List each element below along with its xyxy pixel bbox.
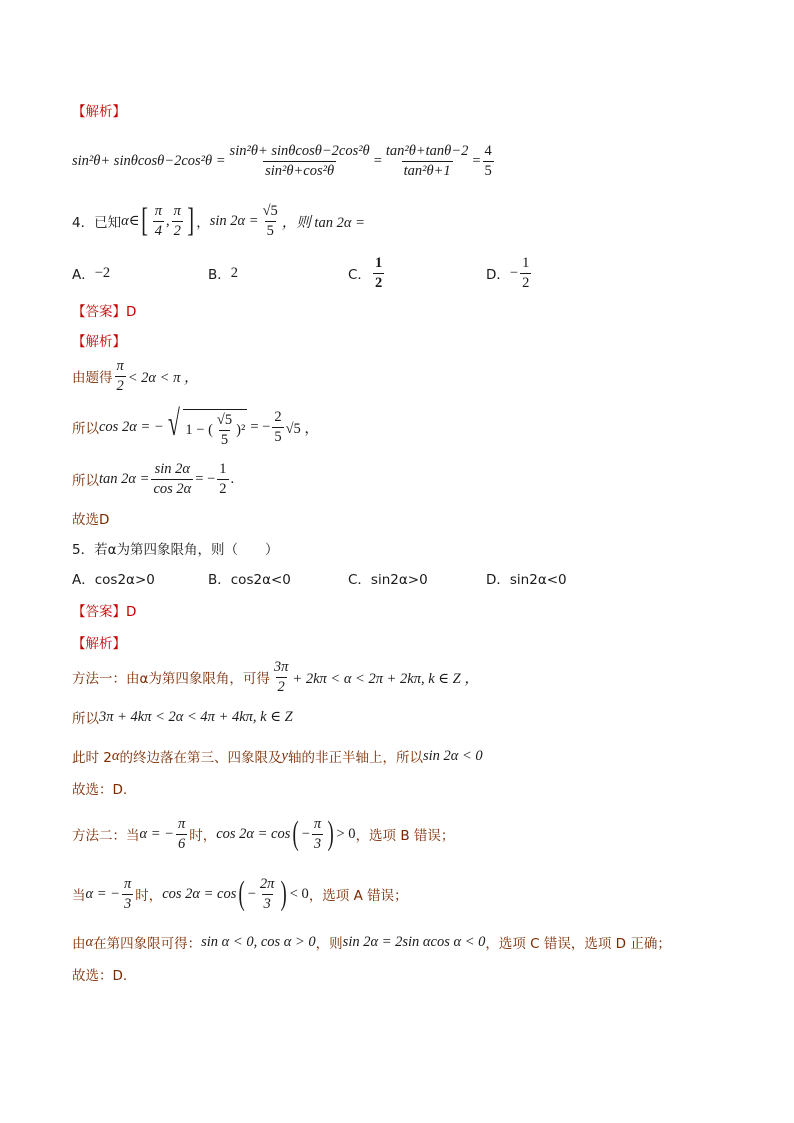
- q4-step2-res-den: 5: [274, 428, 282, 445]
- q5-answer: [72, 600, 136, 620]
- right-paren: ): [327, 815, 334, 852]
- method-2-conclusion: [72, 964, 127, 984]
- m1-line3-alpha: α: [111, 747, 120, 764]
- q4-step2-tail: √5 ，: [285, 420, 319, 437]
- q4-interval-b-den: 2: [173, 222, 181, 239]
- q4-step2-res-num: 2: [274, 408, 282, 425]
- q4-cond: sin 2α =: [209, 212, 259, 229]
- option-d-den: 2: [522, 274, 530, 291]
- q4-option-b[interactable]: [208, 262, 238, 284]
- equals-sign: =: [472, 152, 481, 169]
- eq1-lhs: sin²θ+ sinθcosθ−2cos²θ =: [72, 152, 226, 169]
- method-2-line-1: [72, 812, 454, 856]
- q4-conclusion-text: 故选D: [72, 512, 110, 528]
- q4-analysis-heading: [72, 330, 126, 350]
- q4-step3-num: sin 2α: [154, 460, 191, 477]
- m3-in-num: 2π: [259, 875, 275, 892]
- analysis-heading-text: 【解析】: [72, 104, 126, 120]
- option-label: C．: [348, 267, 371, 283]
- q4-step1-prefix: 由题得: [72, 370, 113, 386]
- equation-1: [72, 140, 496, 182]
- q4-option-a[interactable]: [72, 262, 110, 284]
- equals-sign: =: [373, 152, 382, 169]
- m1-prefix: 方法一：由α为第四象限角，可得: [72, 671, 270, 687]
- q4-step3-res-num: 1: [219, 460, 227, 477]
- analysis-heading-1: [72, 100, 126, 120]
- m3-when: 时，: [135, 888, 163, 904]
- q4-step3-res: [217, 461, 228, 497]
- eq1-frac2: [384, 143, 470, 179]
- q5-option-d[interactable]: [486, 568, 567, 588]
- q4-step3-tail: .: [230, 470, 235, 487]
- option-text: A．cos2α>0: [72, 572, 155, 588]
- q4-step3-den: cos 2α: [153, 480, 192, 497]
- m3-lhs: α = −: [85, 885, 120, 902]
- method-1-line-2: [72, 707, 293, 727]
- eq1-frac2-num: tan²θ+tanθ−2: [385, 142, 469, 159]
- m3-cmp: < 0: [289, 885, 309, 902]
- q4-step3-eq: = −: [195, 470, 216, 487]
- m4-e: sin 2α = 2sin αcos α < 0: [342, 933, 486, 950]
- m4-c: sin α < 0, cos α > 0: [201, 933, 316, 950]
- q4-cond-frac: [261, 203, 280, 239]
- option-c-frac: [373, 255, 384, 291]
- q4-step3-lhs: tan 2α =: [99, 470, 150, 487]
- eq1-result: [483, 143, 494, 179]
- m1-line3-b: 的终边落在第三、四象限及: [119, 750, 282, 766]
- q4-interval-a-num: π: [154, 202, 163, 219]
- q5-analysis-text: 【解析】: [72, 636, 126, 652]
- method-2-line-2: [72, 872, 408, 916]
- q4-step2-res: [272, 409, 283, 445]
- option-label: B．: [208, 267, 231, 283]
- m4-b: 在第四象限可得：: [93, 936, 202, 952]
- option-text: D．sin2α<0: [486, 572, 567, 588]
- eq1-res-num: 4: [484, 142, 492, 159]
- radical-sign: √: [167, 403, 180, 444]
- m1-num: 3π: [273, 658, 289, 675]
- q4-ask: ，则 tan 2α =: [281, 214, 365, 231]
- m3-expr: cos 2α = cos: [162, 885, 237, 902]
- q4-step1-den: 2: [116, 377, 124, 394]
- m1-line3-a: 此时 2: [72, 750, 112, 766]
- q5-option-a[interactable]: [72, 568, 155, 588]
- comma: ,: [166, 212, 170, 229]
- q4-step1-num: π: [116, 357, 124, 374]
- m2-in-den: 3: [313, 835, 322, 852]
- m4-conclusion-text: 故选：D.: [72, 968, 128, 984]
- m1-conclusion-text: 故选：D.: [72, 782, 128, 798]
- q4-analysis-text: 【解析】: [72, 334, 126, 350]
- left-bracket: [: [141, 202, 149, 239]
- q4-number: 4．已知: [72, 215, 122, 231]
- q4-step2-inner-b: )²: [236, 422, 246, 438]
- q4-step2-inner-num: √5: [216, 412, 233, 429]
- q4-cond-den: 5: [266, 222, 274, 239]
- m2-frac: [176, 816, 187, 852]
- option-value: −2: [94, 264, 111, 281]
- q4-step-2: [72, 404, 319, 450]
- method-1-line-1: [72, 656, 479, 698]
- m2-lhs: α = −: [139, 825, 174, 842]
- right-paren: ): [280, 875, 288, 912]
- left-paren: (: [292, 815, 300, 852]
- q4-step3-frac: [151, 461, 193, 497]
- q4-step2-inner-den: 5: [220, 432, 229, 448]
- m3-tail: ，选项 A 错误；: [308, 888, 408, 904]
- q4-interval-b-num: π: [173, 202, 181, 219]
- q4-step2-inner-a: 1 − (: [185, 422, 213, 438]
- m3-frac: [122, 876, 133, 912]
- alpha-symbol: α∈: [121, 212, 140, 229]
- q4-step2-lhs: cos 2α = −: [99, 418, 164, 435]
- q5-option-c[interactable]: [348, 568, 428, 588]
- right-bracket: ]: [187, 202, 194, 239]
- q4-step1-frac: [115, 358, 126, 394]
- q4-answer-text: 【答案】D: [72, 304, 137, 320]
- comma: ，: [196, 215, 210, 231]
- left-paren: (: [238, 875, 246, 912]
- q4-step1-rest: < 2α < π ，: [127, 369, 199, 386]
- option-label: A．: [72, 267, 95, 283]
- q5-option-b[interactable]: [208, 568, 291, 588]
- m3-den: 3: [123, 895, 132, 912]
- option-d-sign: −: [509, 264, 519, 281]
- m4-alpha: α: [85, 933, 94, 950]
- m3-in-frac: [258, 876, 277, 912]
- option-c-num: 1: [374, 254, 383, 271]
- m2-den: 6: [177, 835, 186, 852]
- option-label: D．: [486, 267, 510, 283]
- m4-f: ，选项 C 错误，选项 D 正确；: [485, 936, 671, 952]
- m1-line3-y: y: [281, 747, 288, 764]
- m4-a: 由: [72, 936, 86, 952]
- m3-num: π: [123, 875, 132, 892]
- option-d-frac: [520, 255, 531, 291]
- m3-in-den: 3: [263, 895, 271, 912]
- question-5: [72, 538, 279, 558]
- m3-in-sign: −: [247, 885, 256, 902]
- q4-step3-prefix: 所以: [72, 473, 99, 489]
- sqrt-symbol: [164, 405, 248, 448]
- eq1-res-den: 5: [484, 162, 492, 179]
- option-text: B．cos2α<0: [208, 572, 291, 588]
- m1-line2-expr: 3π + 4kπ < 2α < 4π + 4kπ, k ∈ Z: [99, 708, 293, 725]
- q4-cond-num: √5: [262, 202, 278, 219]
- q4-step-1: [72, 356, 198, 396]
- q4-step2-prefix: 所以: [72, 421, 99, 437]
- method-2-line-3: [72, 932, 671, 952]
- radicand: [183, 409, 247, 448]
- m2-cmp: > 0: [336, 825, 356, 842]
- q4-step3-res-den: 2: [219, 480, 227, 497]
- m2-num: π: [177, 815, 186, 832]
- m4-d: ，则: [315, 936, 343, 952]
- option-value: 2: [230, 264, 239, 281]
- question-4: [72, 198, 365, 244]
- m1-rest: + 2kπ < α < 2π + 2kπ, k ∈ Z ，: [292, 670, 479, 687]
- m2-in-num: π: [313, 815, 322, 832]
- m2-expr: cos 2α = cos: [216, 825, 291, 842]
- m2-in-frac: [312, 816, 323, 852]
- q4-conclusion: [72, 508, 109, 528]
- eq1-frac2-den: tan²θ+1: [403, 162, 451, 179]
- option-text: C．sin2α>0: [348, 572, 428, 588]
- option-c-den: 2: [374, 274, 383, 291]
- m2-prefix: 方法二：当: [72, 828, 140, 844]
- q4-interval-a-den: 4: [154, 222, 163, 239]
- method-1-conclusion: [72, 778, 127, 798]
- q4-interval-b: [172, 203, 183, 239]
- q4-answer: [72, 300, 136, 320]
- m1-frac: [272, 659, 291, 695]
- m2-tail: ，选项 B 错误；: [355, 828, 455, 844]
- q5-answer-text: 【答案】D: [72, 604, 137, 620]
- q4-option-d[interactable]: [486, 254, 533, 292]
- q4-step2-inner-frac: [215, 412, 234, 448]
- m2-in-sign: −: [301, 825, 310, 842]
- q4-interval-a: [153, 203, 164, 239]
- m1-den: 2: [277, 678, 285, 695]
- q4-option-c[interactable]: [348, 254, 386, 292]
- eq1-frac1: [228, 143, 372, 179]
- q5-analysis-heading: [72, 632, 126, 652]
- q4-step-3: [72, 458, 234, 500]
- q5-text: 5．若α为第四象限角，则（ ）: [72, 542, 279, 558]
- method-1-line-3: [72, 746, 483, 766]
- m3-prefix: 当: [72, 888, 86, 904]
- m1-line3-d: sin 2α < 0: [422, 747, 483, 764]
- m1-line2-prefix: 所以: [72, 711, 99, 727]
- eq1-frac1-num: sin²θ+ sinθcosθ−2cos²θ: [229, 142, 370, 159]
- m2-when: 时，: [189, 828, 217, 844]
- m1-line3-c: 轴的非正半轴上，所以: [287, 750, 423, 766]
- option-d-num: 1: [522, 254, 530, 271]
- eq1-frac1-den: sin²θ+cos²θ: [265, 162, 335, 179]
- q4-step2-eq: = −: [250, 418, 271, 435]
